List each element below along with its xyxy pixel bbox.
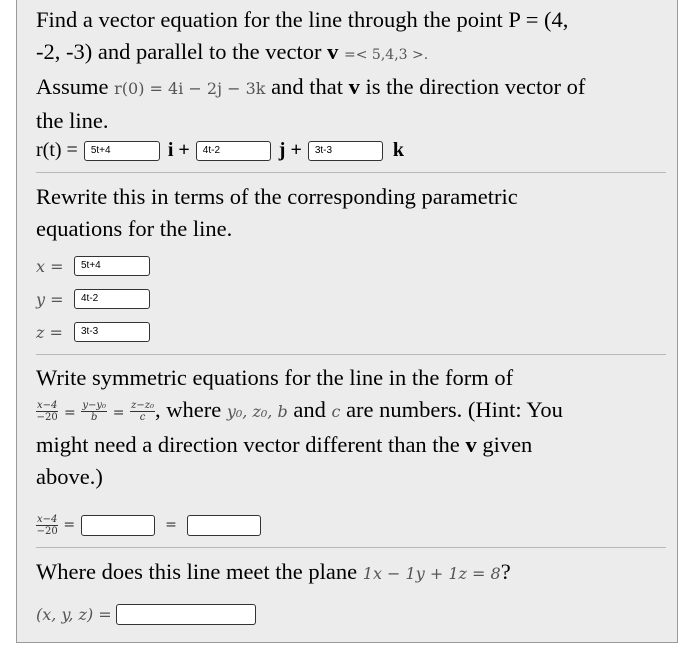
parametric-question-text [36, 181, 676, 244]
x-equation-row [36, 254, 150, 278]
vector-v: v [327, 38, 339, 64]
symmetric-y-input[interactable] [81, 515, 155, 536]
i-component-input[interactable]: 5t+4 [84, 141, 160, 161]
r-t-label: r(t) = [36, 139, 78, 162]
y-label: y = [36, 289, 64, 309]
j-unit-label: j + [278, 139, 302, 162]
intersection-point-input[interactable] [116, 604, 256, 625]
symmetric-fraction-z: $\frac{\text{z−z₀}}{c}$ [131, 399, 154, 423]
k-component-input[interactable]: 3t-3 [308, 141, 383, 161]
divider-1 [36, 172, 666, 173]
j-component-input[interactable]: 4t-2 [196, 141, 271, 161]
x-label: x = [36, 256, 64, 276]
symmetric-fraction-y: $\frac{\text{y−y₀}}{b}$ [82, 399, 107, 423]
r0-expression: r(0) = 4i − 2j − 3k [114, 79, 266, 98]
q1-line4: the line. [36, 107, 109, 133]
q3-line1: Write symmetric equations for the line in the form of [36, 365, 514, 390]
divider-3 [36, 547, 666, 548]
symmetric-fraction-x: $\frac{x-4}{-20}$ [36, 399, 58, 423]
symmetric-answer-fraction-x: $\frac{x-4}{-20}$ [36, 513, 58, 537]
question-panel [16, 0, 678, 643]
symmetric-answer-row: $\frac{x-4}{-20}$ = = [36, 512, 261, 538]
q3-line2: $\frac{x-4}{-20}$ = $\frac{\text{y−y₀}}{b}$ = $\frac{\text{z−z₀}}{c}$ , where y₀, z₀, b and c are numbers. (Hint: You [36, 396, 563, 423]
k-unit-label: k [392, 139, 404, 162]
divider-2 [36, 354, 666, 355]
vector-equation-row [36, 139, 404, 163]
z-equation-row [36, 320, 150, 344]
y-equation-row [36, 287, 150, 311]
intersection-answer-row [36, 602, 256, 626]
symmetric-z-input[interactable] [187, 515, 261, 536]
symmetric-question-text [36, 362, 676, 492]
i-unit-label: i + [167, 139, 190, 162]
q3-line4: above.) [36, 463, 103, 489]
z-label: z = [36, 322, 63, 342]
q1-line2: -2, -3) and parallel to the vector v =< 5,4,3 >. [36, 38, 429, 64]
z-parametric-input[interactable]: 3t-3 [74, 322, 150, 342]
q1-line3: Assume r(0) = 4i − 2j − 3k and that v is the direction vector of [36, 74, 586, 99]
vector-question-text [36, 4, 676, 136]
x-parametric-input[interactable]: 5t+4 [74, 256, 150, 276]
y-parametric-input[interactable]: 4t-2 [74, 289, 150, 309]
plane-question-text: Where does this line meet the plane 1x − 1y + 1z = 8? [36, 559, 511, 584]
xyz-label: (x, y, z) = [36, 604, 112, 624]
q2-line2: equations for the line. [36, 215, 233, 241]
q3-line3: might need a direction vector different than the v given [36, 432, 533, 457]
plane-equation: 1x − 1y + 1z = 8 [362, 564, 501, 583]
q2-line1: Rewrite this in terms of the corresponding parametric [36, 184, 518, 209]
q1-line1: Find a vector equation for the line through the point P = (4, [36, 7, 569, 32]
